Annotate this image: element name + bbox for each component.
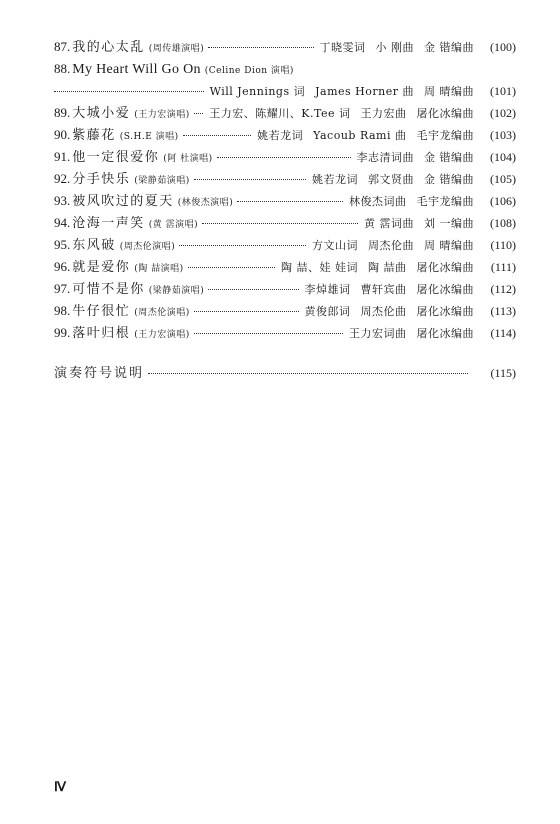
credit: 王力宏、陈耀川、K.Tee 词 [209,107,351,120]
credit: 屠化冰编曲 [416,305,474,318]
entry-number: 94. [54,215,71,230]
toc-entry-95[interactable] [54,234,516,256]
credit: 李焯雄词 [304,283,351,296]
page-number: (113) [490,304,516,318]
dot-leader [183,135,251,136]
song-title: 被风吹过的夏天 [72,194,174,209]
page-number: (114) [490,326,516,340]
credit: 屠化冰编曲 [416,327,474,340]
credits [305,279,475,301]
toc-entry-90[interactable] [54,124,516,146]
performer: (Celine Dion 演唱) [204,66,294,76]
credit: 金 锴编曲 [424,151,474,164]
credit: 屠化冰编曲 [416,261,474,274]
song-title: 牛仔很忙 [72,304,131,319]
credit: 姚若龙词 [257,129,304,142]
entry-number: 98. [54,303,71,318]
table-of-contents [54,36,516,384]
toc-entry-94[interactable] [54,212,516,234]
page-number: (105) [490,172,516,186]
performer: (黄 霑演唱) [148,220,199,230]
dot-leader [54,91,204,92]
page-number: (104) [490,150,516,164]
credit: 郭文贤曲 [368,173,414,186]
section-gap [54,344,516,362]
dot-leader [237,201,343,202]
entry-number: 91. [54,149,71,164]
credit: 周 晴编曲 [424,85,474,98]
performer: (周杰伦演唱) [119,242,176,252]
credits [257,125,474,147]
dot-leader [217,157,351,158]
credit: Yacoub Rami 曲 [313,129,407,142]
credits [210,81,474,103]
folio-page-number: Ⅳ [54,779,66,794]
toc-entry-99[interactable] [54,322,516,344]
performer: (陶 喆演唱) [134,264,184,274]
dot-leader [194,179,306,180]
song-title: 东风破 [72,238,116,253]
credit: 王力宏曲 [360,107,407,120]
entry-number: 90. [54,127,71,142]
credits [349,323,474,345]
dot-leader [208,47,313,48]
dot-leader [179,245,306,246]
credits [320,37,475,59]
credits [305,301,475,323]
page-number: (115) [490,366,516,380]
entry-number: 99. [54,325,71,340]
entry-number: 93. [54,193,71,208]
entry-number: 89. [54,105,71,120]
song-title: 沧海一声笑 [72,216,145,231]
toc-entry-91[interactable] [54,146,516,168]
song-title: 落叶归根 [72,326,131,341]
performer: (王力宏演唱) [134,330,190,340]
entry-number: 88. [54,61,71,76]
toc-entry-93[interactable] [54,190,516,212]
credit: 王力宏词曲 [349,327,407,340]
credit: 曹轩宾曲 [360,283,407,296]
page-number: (103) [490,128,516,142]
dot-leader [188,267,275,268]
credits [312,169,474,191]
page-number: (108) [490,216,516,230]
toc-entry-98[interactable] [54,300,516,322]
credit: 姚若龙词 [312,173,358,186]
credit: 刘 一编曲 [424,217,474,230]
credit: 金 锴编曲 [424,173,474,186]
performer: (周传雄演唱) [148,44,205,54]
credits [312,235,474,257]
credits [209,103,474,125]
song-title: 分手快乐 [72,172,131,187]
dot-leader [194,113,203,114]
credit: 屠化冰编曲 [416,107,474,120]
dot-leader [148,373,468,374]
credit: 林俊杰词曲 [349,195,407,208]
page-number: (100) [490,40,516,54]
toc-entry-92[interactable] [54,168,516,190]
credit: 周杰伦曲 [360,305,407,318]
credits [281,257,474,279]
entry-number: 97. [54,281,71,296]
dot-leader [194,333,343,334]
credit: 黄俊郎词 [304,305,351,318]
dot-leader [194,311,299,312]
toc-entry-96[interactable] [54,256,516,278]
performer: (林俊杰演唱) [177,198,234,208]
entry-number: 87. [54,39,71,54]
page-number: (110) [490,238,516,252]
page-number: (101) [490,84,516,98]
credit: 毛宇龙编曲 [416,195,474,208]
credit: 方文山词 [312,239,358,252]
song-title: 大城小爱 [72,106,131,121]
dot-leader [208,289,298,290]
page-number: (111) [490,260,516,274]
toc-entry-89[interactable] [54,102,516,124]
credits [364,213,474,235]
appendix-title: 演奏符号说明 [54,366,145,381]
song-title: 就是爱你 [72,260,131,275]
toc-entry-87[interactable] [54,36,516,58]
song-title: 他一定很爱你 [72,150,160,165]
song-title: 可惜不是你 [72,282,145,297]
toc-entry-88[interactable] [54,58,516,80]
performer: (阿 杜演唱) [163,154,213,164]
credit: 丁晓雯词 [319,41,366,54]
toc-entry-97[interactable] [54,278,516,300]
toc-entry-88-credits[interactable] [54,80,516,102]
credit: 屠化冰编曲 [416,283,474,296]
page-number: (102) [490,106,516,120]
page-number: (106) [490,194,516,208]
credits [349,191,474,213]
credit: 周杰伦曲 [368,239,414,252]
performer: (梁静茹演唱) [134,176,190,186]
song-title: 我的心太乱 [72,40,145,55]
performer: (王力宏演唱) [134,110,190,120]
credit: 陶 喆曲 [368,261,407,274]
song-title: 紫藤花 [72,128,116,143]
credit: 毛宇龙编曲 [416,129,474,142]
entry-number: 95. [54,237,71,252]
performer: (S.H.E 演唱) [119,132,179,142]
credit: 陶 喆、娃 娃词 [281,261,358,274]
dot-leader [202,223,358,224]
performer: (梁静茹演唱) [148,286,205,296]
credit: Will Jennings 词 [209,85,306,98]
credit: 周 晴编曲 [424,239,474,252]
toc-entry-appendix[interactable] [54,362,516,384]
credits [357,147,475,169]
credit: 黄 霑词曲 [364,217,414,230]
page-number: (112) [490,282,516,296]
credit: 金 锴编曲 [424,41,474,54]
credit: 李志清词曲 [356,151,414,164]
performer: (周杰伦演唱) [134,308,190,318]
entry-number: 96. [54,259,71,274]
entry-number: 92. [54,171,71,186]
credit: James Horner 曲 [315,85,414,98]
credit: 小 刚曲 [375,41,414,54]
song-title: My Heart Will Go On [72,62,201,77]
